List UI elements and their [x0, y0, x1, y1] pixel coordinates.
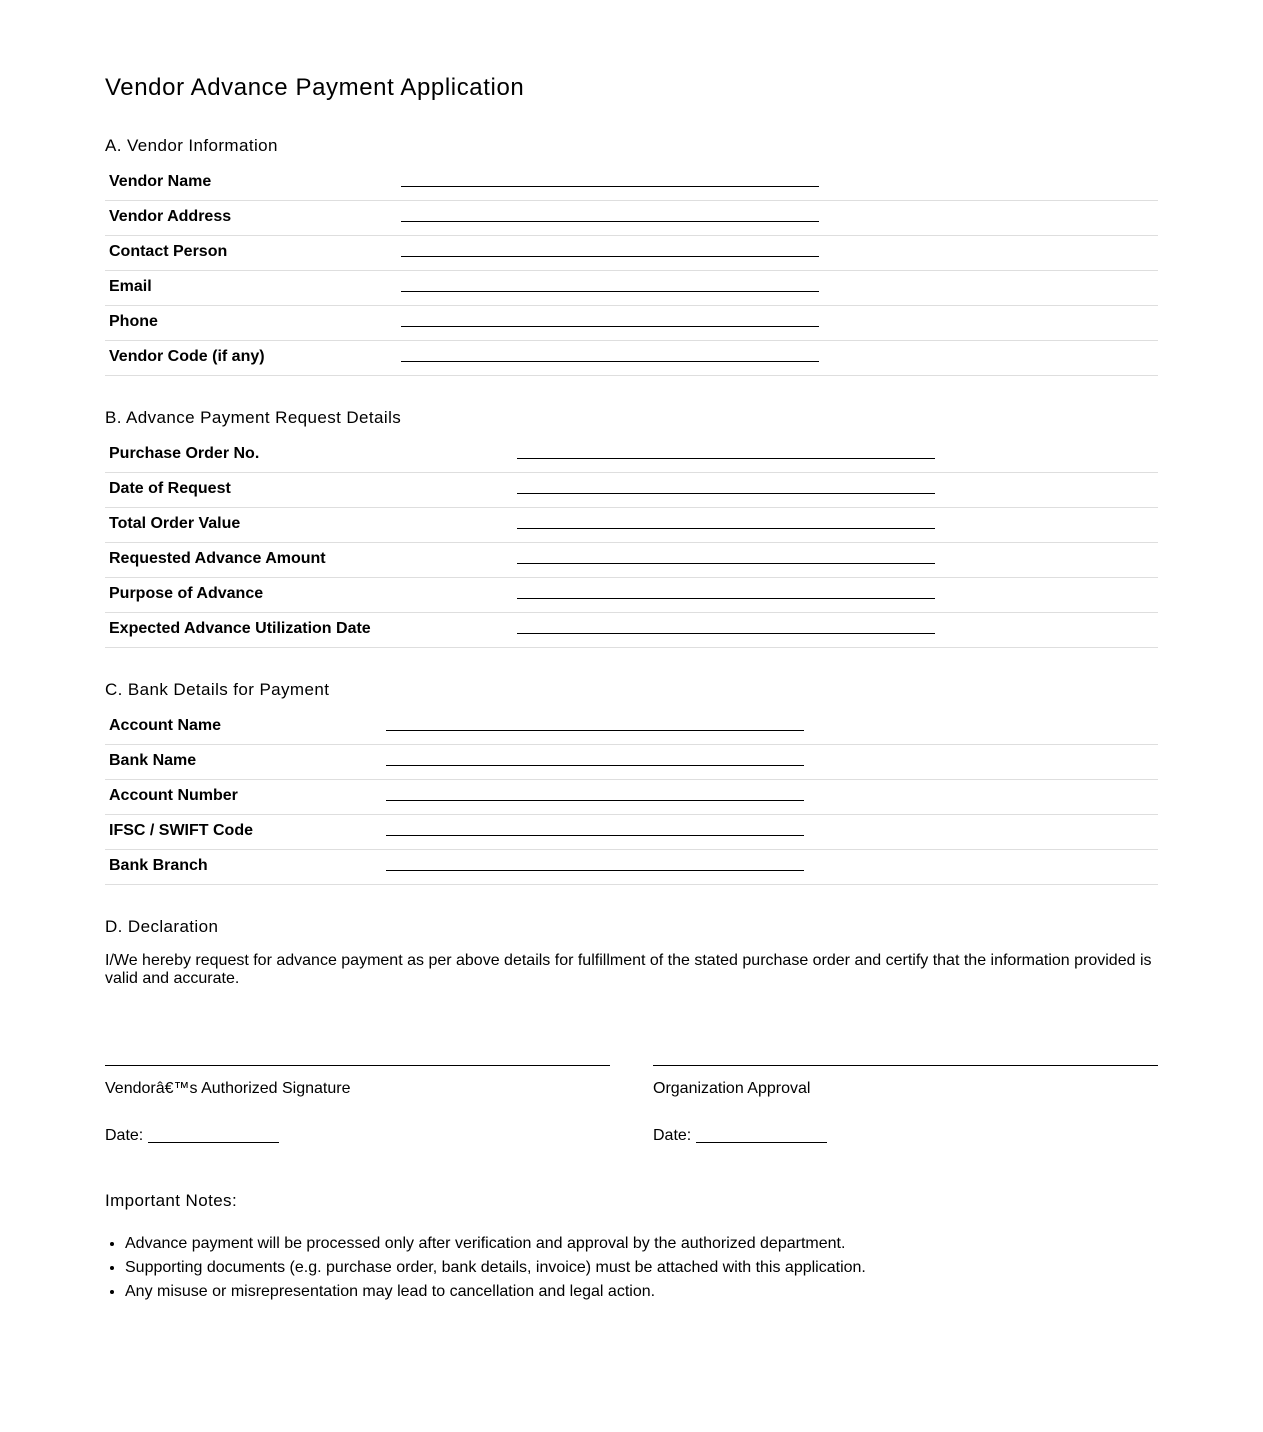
purpose-fill-line[interactable]: [517, 598, 935, 599]
important-notes-title: Important Notes:: [105, 1191, 238, 1210]
vendor-date: [105, 1127, 279, 1145]
field-row-purchase-order: [105, 438, 1158, 473]
section-title-advance-payment: B. Advance Payment Request Details: [105, 408, 402, 427]
phone-fill-line[interactable]: [401, 326, 819, 327]
advance-payment-table: [105, 438, 1158, 648]
field-label: Purpose of Advance: [109, 585, 264, 602]
field-label: Email: [109, 278, 152, 295]
organization-date-label: Date:: [653, 1127, 692, 1144]
section-title-declaration: D. Declaration: [105, 917, 219, 936]
note-item: • Supporting documents (e.g. purchase order, bank details, invoice) must be attached with this application.: [125, 1256, 1158, 1280]
organization-approval-line[interactable]: [653, 1065, 1158, 1066]
vendor-code-fill-line[interactable]: [401, 361, 819, 362]
bank-details-table: [105, 710, 1158, 885]
vendor-name-fill-line[interactable]: [401, 186, 819, 187]
page-title: Vendor Advance Payment Application: [105, 74, 525, 101]
ifsc-swift-fill-line[interactable]: [386, 835, 804, 836]
important-notes-list: [105, 1232, 1158, 1304]
bank-branch-fill-line[interactable]: [386, 870, 804, 871]
date-of-request-fill-line[interactable]: [517, 493, 935, 494]
field-label: Requested Advance Amount: [109, 550, 326, 567]
field-row-account-name: [105, 710, 1158, 745]
vendor-address-fill-line[interactable]: [401, 221, 819, 222]
vendor-signature-line[interactable]: [105, 1065, 610, 1066]
declaration-text: I/We hereby request for advance payment as per above details for fulfillment of the stated purchase order and certify that the information provided is valid and accurate.: [105, 952, 1152, 987]
section-title-bank-details: C. Bank Details for Payment: [105, 680, 330, 699]
field-label: Bank Name: [109, 752, 197, 769]
field-label: Vendor Code (if any): [109, 348, 265, 365]
field-label: Purchase Order No.: [109, 445, 260, 462]
field-row-bank-branch: [105, 850, 1158, 885]
organization-approval-label: Organization Approval: [653, 1080, 811, 1097]
note-item: • Advance payment will be processed only after verification and approval by the authorized department.: [125, 1232, 1158, 1256]
field-label: Vendor Address: [109, 208, 232, 225]
field-label: Bank Branch: [109, 857, 208, 874]
purchase-order-fill-line[interactable]: [517, 458, 935, 459]
field-row-purpose: [105, 578, 1158, 613]
organization-date: [653, 1127, 827, 1145]
field-label: IFSC / SWIFT Code: [109, 822, 253, 839]
utilization-date-fill-line[interactable]: [517, 633, 935, 634]
vendor-signature-label: Vendorâ€™s Authorized Signature: [105, 1080, 351, 1097]
field-label: Expected Advance Utilization Date: [109, 620, 371, 637]
field-row-vendor-code: [105, 341, 1158, 376]
field-row-requested-advance: [105, 543, 1158, 578]
vendor-signature-block: [105, 1055, 610, 1144]
field-label: Phone: [109, 313, 158, 330]
field-row-vendor-address: [105, 201, 1158, 236]
field-label: Account Number: [109, 787, 238, 804]
account-number-fill-line[interactable]: [386, 800, 804, 801]
account-name-fill-line[interactable]: [386, 730, 804, 731]
field-row-ifsc-swift: [105, 815, 1158, 850]
field-row-bank-name: [105, 745, 1158, 780]
vendor-date-fill-line[interactable]: [148, 1128, 279, 1143]
field-label: Vendor Name: [109, 173, 212, 190]
field-row-utilization-date: [105, 613, 1158, 648]
section-title-vendor-information: A. Vendor Information: [105, 136, 278, 155]
vendor-date-label: Date:: [105, 1127, 144, 1144]
organization-date-fill-line[interactable]: [696, 1128, 827, 1143]
organization-approval-block: [653, 1055, 1158, 1144]
field-row-email: [105, 271, 1158, 306]
field-label: Contact Person: [109, 243, 228, 260]
total-order-value-fill-line[interactable]: [517, 528, 935, 529]
bank-name-fill-line[interactable]: [386, 765, 804, 766]
field-row-contact-person: [105, 236, 1158, 271]
field-row-vendor-name: [105, 166, 1158, 201]
requested-advance-fill-line[interactable]: [517, 563, 935, 564]
field-row-account-number: [105, 780, 1158, 815]
vendor-information-table: [105, 166, 1158, 376]
field-label: Account Name: [109, 717, 222, 734]
field-row-date-of-request: [105, 473, 1158, 508]
contact-person-fill-line[interactable]: [401, 256, 819, 257]
field-row-phone: [105, 306, 1158, 341]
field-row-total-order-value: [105, 508, 1158, 543]
field-label: Date of Request: [109, 480, 231, 497]
note-item: • Any misuse or misrepresentation may lead to cancellation and legal action.: [125, 1280, 1158, 1304]
field-label: Total Order Value: [109, 515, 241, 532]
email-fill-line[interactable]: [401, 291, 819, 292]
